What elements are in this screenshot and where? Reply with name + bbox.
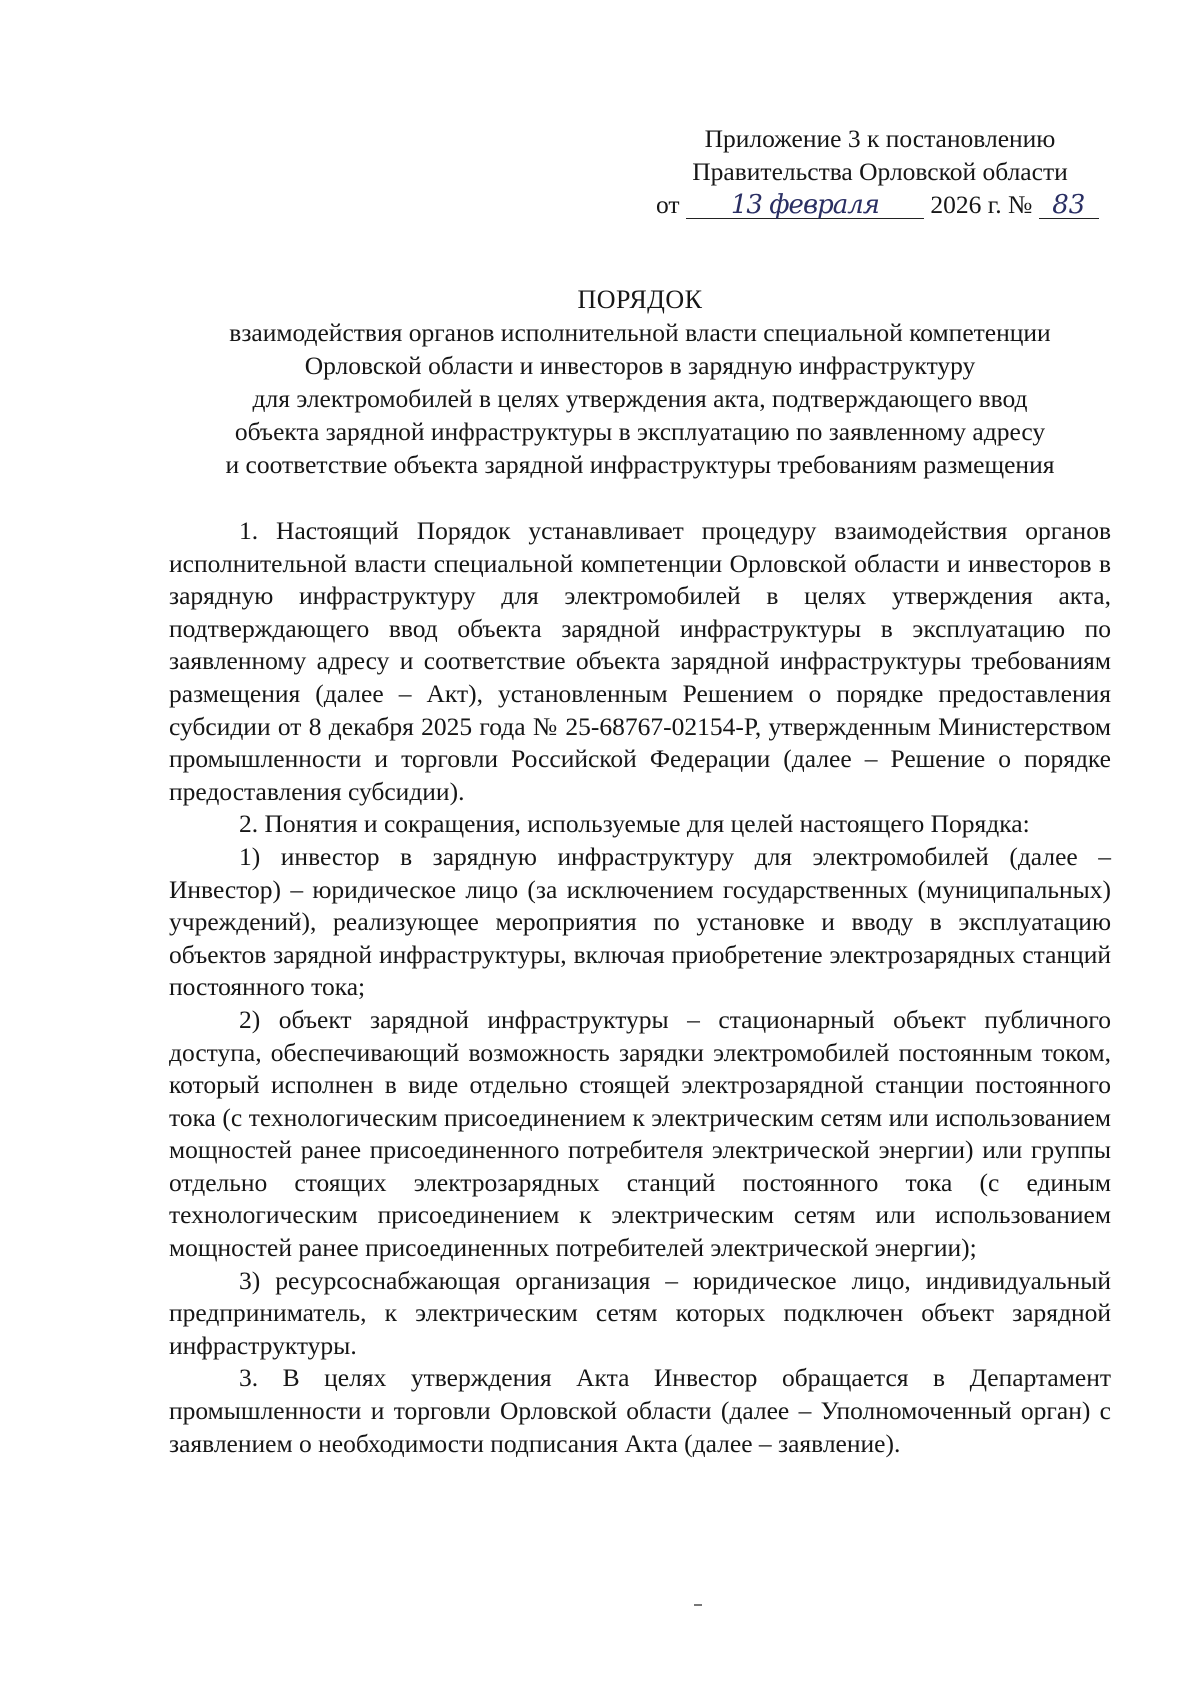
appendix-line-1: Приложение 3 к постановлению: [704, 124, 1056, 153]
title-line: взаимодействия органов исполнительной власти специальной компетенции: [229, 318, 1051, 347]
title-line: и соответствие объекта зарядной инфраструктуры требованиям размещения: [225, 450, 1055, 479]
paragraph-3: 3. В целях утверждения Акта Инвестор обращается в Департамент промышленности и торговли Орловской области (далее – Уполномоченный орган) с заявлением о необходимости подписания Акта (далее – заявление).: [169, 1363, 1111, 1458]
appendix-line-3: [656, 188, 1100, 221]
title-line: Орловской области и инвесторов в зарядную инфраструктуру: [304, 351, 976, 380]
appendix-year-number-label: 2026 г. №: [930, 190, 1033, 219]
paragraph-1: 1. Настоящий Порядок устанавливает процедуру взаимодействия органов исполнительной власти специальной компетенции Орловской области и инвесторов в зарядную инфраструктуру для электромобилей в целях утверждения акта, подтверждающего ввод объекта зарядной инфраструктуры в эксплуатацию по заявленному адресу и соответствие объекта зарядной инфраструктуры требованиям размещения (далее – Акт), установленным Решением о порядке предоставления субсидии от 8 декабря 2025 года № 25-68767-02154-Р, утвержденным Министерством промышленности и торговли Российской Федерации (далее – Решение о порядке предоставления субсидии).: [169, 516, 1111, 806]
title-line: для электромобилей в целях утверждения акта, подтверждающего ввод: [252, 384, 1028, 413]
scan-mark: [694, 1604, 702, 1606]
appendix-from-prefix: от: [656, 190, 680, 219]
paragraph-2-item-1: 1) инвестор в зарядную инфраструктуру для электромобилей (далее – Инвестор) – юридическое лицо (за исключением государственных (муниципальных) учреждений), реализующее мероприятия по установке и вводу в эксплуатацию объектов зарядной инфраструктуры, включая приобретение электрозарядных станций постоянного тока;: [169, 841, 1111, 1002]
paragraph-2-item-2: 2) объект зарядной инфраструктуры – стационарный объект публичного доступа, обеспечивающий возможность зарядки электромобилей постоянным током, который исполнен в виде отдельно стоящей электрозарядной станции постоянного тока (с технологическим присоединением к электрическим сетям или использованием мощностей ранее присоединенного потребителя электрической энергии) или группы отдельно стоящих электрозарядных станций постоянного тока (с единым технологическим присоединением к электрическим сетям или использованием мощностей ранее присоединенных потребителей электрической энергии);: [169, 1004, 1111, 1263]
document-body: [169, 515, 1111, 1460]
title-line: объекта зарядной инфраструктуры в эксплуатацию по заявленному адресу: [234, 417, 1046, 446]
paragraph-2: 2. Понятия и сокращения, используемые для целей настоящего Порядка:: [239, 809, 1030, 839]
appendix-header: [656, 122, 1100, 221]
handwritten-number: 83: [1039, 192, 1099, 219]
handwritten-date: 13 февраля: [686, 192, 924, 219]
document-title: [160, 283, 1120, 481]
appendix-line-2: Правительства Орловской области: [692, 157, 1068, 186]
paragraph-2-item-3: 3) ресурсоснабжающая организация – юридическое лицо, индивидуальный предприниматель, к электрическим сетям которых подключен объект зарядной инфраструктуры.: [169, 1265, 1111, 1360]
title-main: ПОРЯДОК: [577, 285, 703, 314]
